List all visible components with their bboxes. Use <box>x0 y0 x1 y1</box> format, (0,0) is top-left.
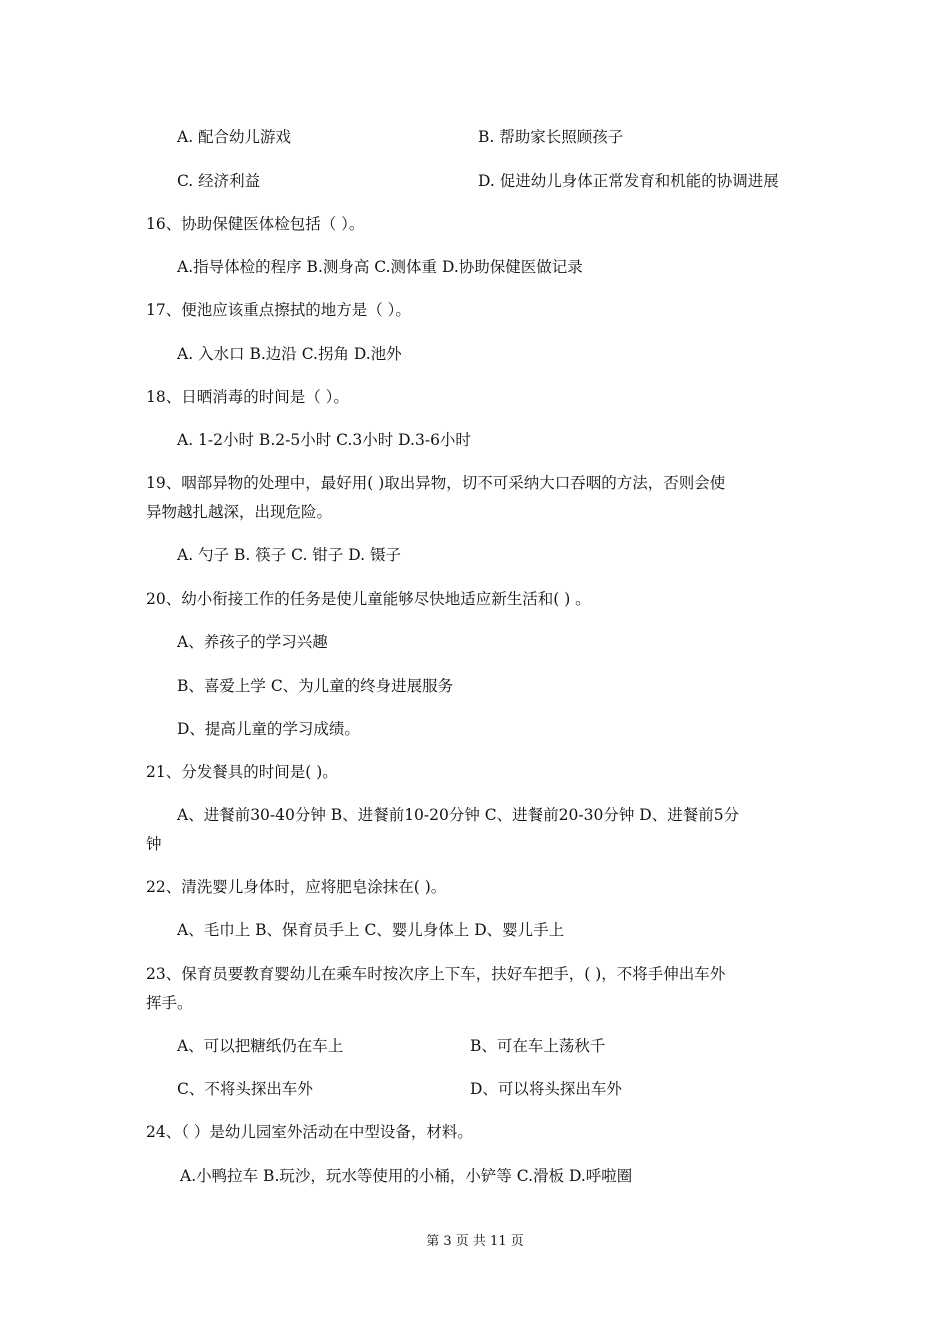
q15-option-a: A. 配合幼儿游戏 <box>177 128 292 146</box>
q22-stem: 22、清洗婴儿身体时，应将肥皂涂抹在( )。 <box>146 878 447 896</box>
q21-options-line2: 钟 <box>146 835 162 853</box>
q22-options: A、毛巾上 B、保育员手上 C、婴儿身体上 D、婴儿手上 <box>177 921 565 939</box>
q15-option-d: D. 促进幼儿身体正常发育和机能的协调进展 <box>478 172 779 190</box>
q17-options: A. 入水口 B.边沿 C.拐角 D.池外 <box>177 345 402 363</box>
q23-option-b: B、可在车上荡秋千 <box>470 1037 606 1055</box>
page-footer: 第 3 页 共 11 页 <box>426 1234 524 1249</box>
q20-option-a: A、养孩子的学习兴趣 <box>177 633 328 651</box>
q20-option-d: D、提高儿童的学习成绩。 <box>177 720 360 738</box>
q21-stem: 21、分发餐具的时间是( )。 <box>146 763 338 781</box>
q18-stem: 18、日晒消毒的时间是（ ）。 <box>146 388 349 406</box>
q16-options: A.指导体检的程序 B.测身高 C.测体重 D.协助保健医做记录 <box>177 258 583 276</box>
q23-option-a: A、可以把糖纸仍在车上 <box>177 1037 344 1055</box>
q23-stem-line1: 23、保育员要教育婴幼儿在乘车时按次序上下车，扶好车把手，( )，不将手伸出车外 <box>146 965 726 983</box>
q23-option-d: D、可以将头探出车外 <box>470 1080 622 1098</box>
q17-stem: 17、便池应该重点擦拭的地方是（ ）。 <box>146 301 411 319</box>
q20-option-bc: B、喜爱上学 C、为儿童的终身进展服务 <box>177 677 454 695</box>
q15-option-b: B. 帮助家长照顾孩子 <box>478 128 624 146</box>
q16-stem: 16、协助保健医体检包括（ ）。 <box>146 215 365 233</box>
q24-stem: 24、（ ）是幼儿园室外活动在中型设备，材料。 <box>146 1123 473 1141</box>
q23-stem-line2: 挥手。 <box>146 994 193 1012</box>
q15-option-c: C. 经济利益 <box>177 172 261 190</box>
q19-options: A. 勺子 B. 筷子 C. 钳子 D. 镊子 <box>177 546 401 564</box>
q24-options: A.小鸭拉车 B.玩沙，玩水等使用的小桶，小铲等 C.滑板 D.呼啦圈 <box>180 1167 633 1185</box>
q19-stem-line1: 19、咽部异物的处理中，最好用( )取出异物，切不可采纳大口吞咽的方法，否则会使 <box>146 474 726 492</box>
q20-stem: 20、幼小衔接工作的任务是使儿童能够尽快地适应新生活和( ) 。 <box>146 590 591 608</box>
q19-stem-line2: 异物越扎越深，出现危险。 <box>146 503 333 521</box>
q18-options: A. 1-2小时 B.2-5小时 C.3小时 D.3-6小时 <box>177 431 471 449</box>
q21-options-line1: A、进餐前30-40分钟 B、进餐前10-20分钟 C、进餐前20-30分钟 D、进餐前5分 <box>177 806 740 824</box>
q23-option-c: C、不将头探出车外 <box>177 1080 313 1098</box>
